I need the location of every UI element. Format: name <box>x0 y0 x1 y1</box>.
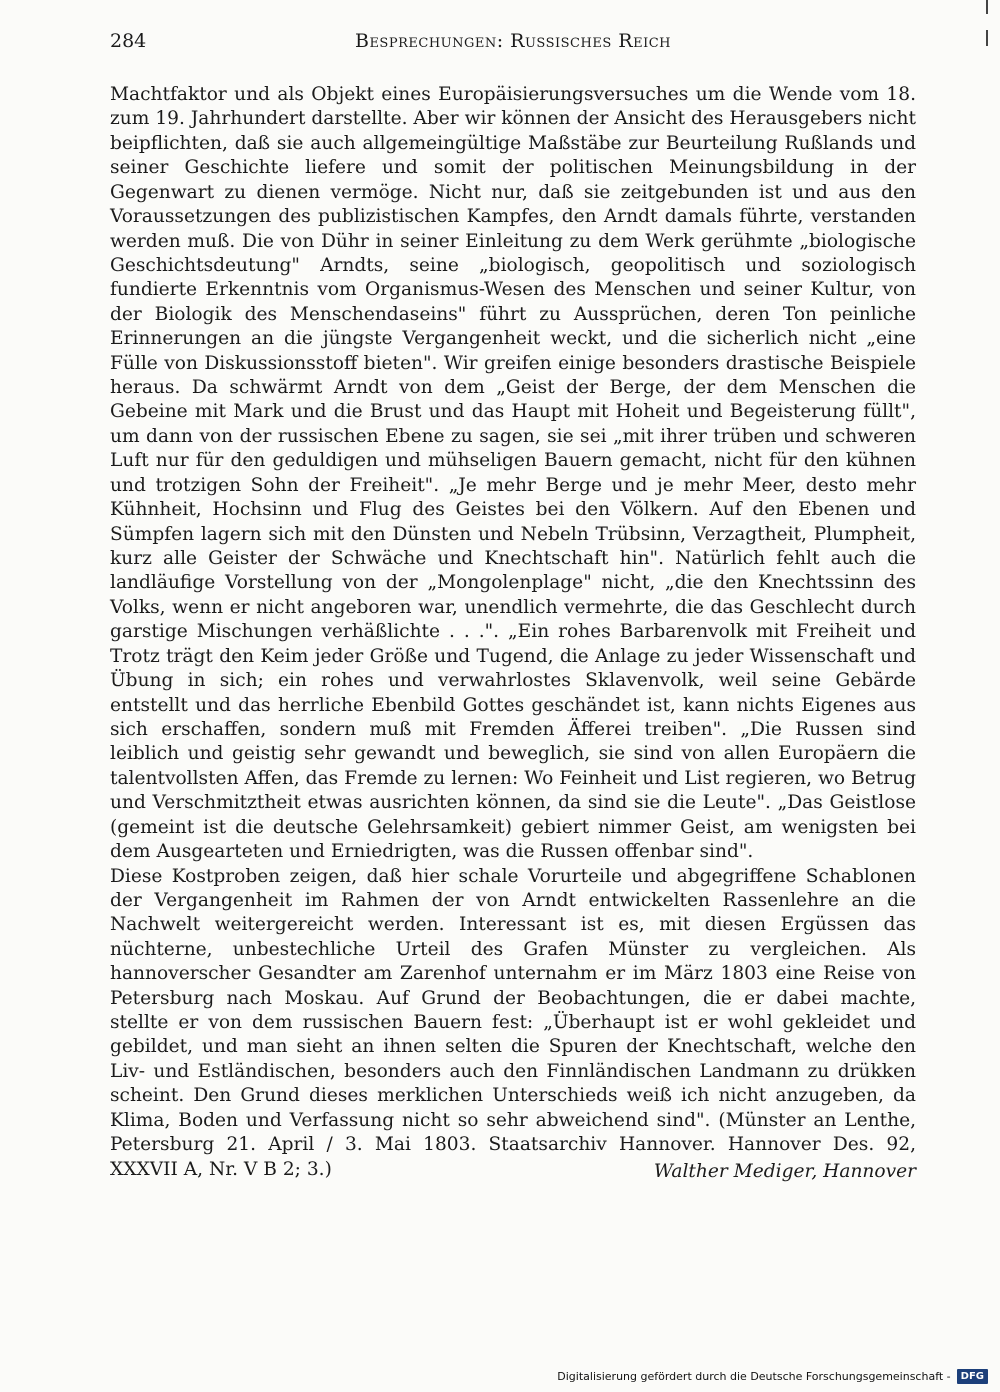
digitization-footer <box>557 1366 988 1386</box>
scan-edge-mark-top <box>986 0 988 14</box>
running-title: Besprechungen: Russisches Reich <box>354 30 671 52</box>
author-signature: Walther Mediger, Hannover <box>653 1160 916 1182</box>
dfg-logo: DFG <box>957 1369 988 1384</box>
scan-edge-mark-side <box>986 30 988 46</box>
page-header <box>110 30 916 58</box>
review-body <box>110 83 916 1184</box>
paragraph-muenster-comparison <box>110 865 916 1182</box>
paragraph-arndt-quotes: Machtfaktor und als Objekt eines Europäisierungsversuches um die Wende vom 18. zum 19. Jahrhundert darstellte. Aber wir können der Ansicht des Herausgebers nicht beipflichten, daß sie auch allgemeingültige Maßstäbe zur Beurteilung Rußlands und seiner Geschichte liefere und somit der politischen Meinungsbildung in der Gegenwart zu dienen vermöge. Nicht nur, daß sie zeitgebunden ist und aus den Voraussetzungen des publizistischen Kampfes, den Arndt damals führte, verstanden werden muß. Die von Dühr in seiner Einleitung zu dem Werk gerühmte „biologische Geschichtsdeutung" Arndts, seine „biologisch, geopolitisch und soziologisch fundierte Erkenntnis vom Organismus-Wesen des Menschen und seiner Kultur, von der Biologik des Menschendaseins" führt zu Aussprüchen, deren Ton peinliche Erinnerungen an die jüngste Vergangenheit weckt, und die sicherlich nicht „eine Fülle von Diskussionsstoff bieten". Wir greifen einige besonders drastische Beispiele heraus. Da schwärmt Arndt von dem „Geist der Berge, der dem Menschen die Gebeine mit Mark und die Brust und das Haupt mit Hoheit und Begeisterung füllt", um dann von der russischen Ebene zu sagen, sie sei „mit ihrer trüben und schweren Luft nur für den geduldigen und mühseligen Bauern gemacht, nicht für den kühnen und trotzigen Sohn der Freiheit". „Je mehr Berge und je mehr Meer, desto mehr Kühnheit, Hochsinn und Flug des Geistes bei den Völkern. Auf den Ebenen und Sümpfen lagern sich mit den Dünsten und Nebeln Trübsinn, Verzagtheit, Plumpheit, kurz alle Geister der Schwäche und Knechtschaft hin". Natürlich fehlt auch die landläufige Vorstellung von der „Mongolenplage" nicht, „die den Knechtssinn des Volks, wenn er nicht angeboren war, unendlich vermehrte, die das Geschlecht durch garstige Mischungen verhäßlichte . . .". „Ein rohes Barbarenvolk mit Freiheit und Trotz trägt den Keim jeder Größe und Tugend, die Anlage zu jeder Wissenschaft und Übung in sich; ein rohes und verwahrlostes Sklavenvolk, weil seine Gebärde entstellt und das herrliche Ebenbild Gottes geschändet ist, kann nichts Eigenes aus sich erschaffen, sondern muß mit Fremden Äfferei treiben". „Die Russen sind leiblich und geistig sehr gewandt und beweglich, sie sind von allen Europäern die talentvollsten Affen, das Fremde zu lernen: Wo Feinheit und List regieren, wo Betrug und Verschmitztheit etwas ausrichten können, da sind sie die Leute". „Das Geistlose (gemeint ist die deutsche Gelehrsamkeit) gebiert nimmer Geist, am wenigsten bei dem Ausgearteten und Erniedrigten, was die Russen offenbar sind". <box>110 84 916 863</box>
paragraph-text: Diese Kostproben zeigen, daß hier schale Vorurteile und abgegriffene Schablonen der Vergangenheit im Rahmen der von Arndt entwickelten Rassenlehre an die Nachwelt weitergereicht werden. Interessant ist es, mit diesen Ergüssen das nüchterne, unbestechliche Urteil des Grafen Münster zu vergleichen. Als hannoverscher Gesandter am Zarenhof unternahm er im März 1803 eine Reise von Petersburg nach Moskau. Auf Grund der Beobachtungen, die er dabei machte, stellte er von dem russischen Bauern fest: „Überhaupt ist er wohl gekleidet und gebildet, und man sieht an ihnen selten die Spuren der Knechtschaft, welche den Liv- und Estländischen, besonders auch den Finnländischen Landmann zu drükken scheint. Den Grund dieses merklichen Unterschieds weiß ich nicht anzugeben, da Klima, Boden und Verfassung nicht so sehr abweichend sind". (Münster an Lenthe, Petersburg 21. April / 3. Mai 1803. Staatsarchiv Hannover. Hannover Des. 92, XXXVII A, Nr. V B 2; 3.) <box>110 865 916 1180</box>
footer-credit: Digitalisierung gefördert durch die Deutsche Forschungsgemeinschaft - <box>557 1369 951 1383</box>
page-number: 284 <box>110 30 147 52</box>
